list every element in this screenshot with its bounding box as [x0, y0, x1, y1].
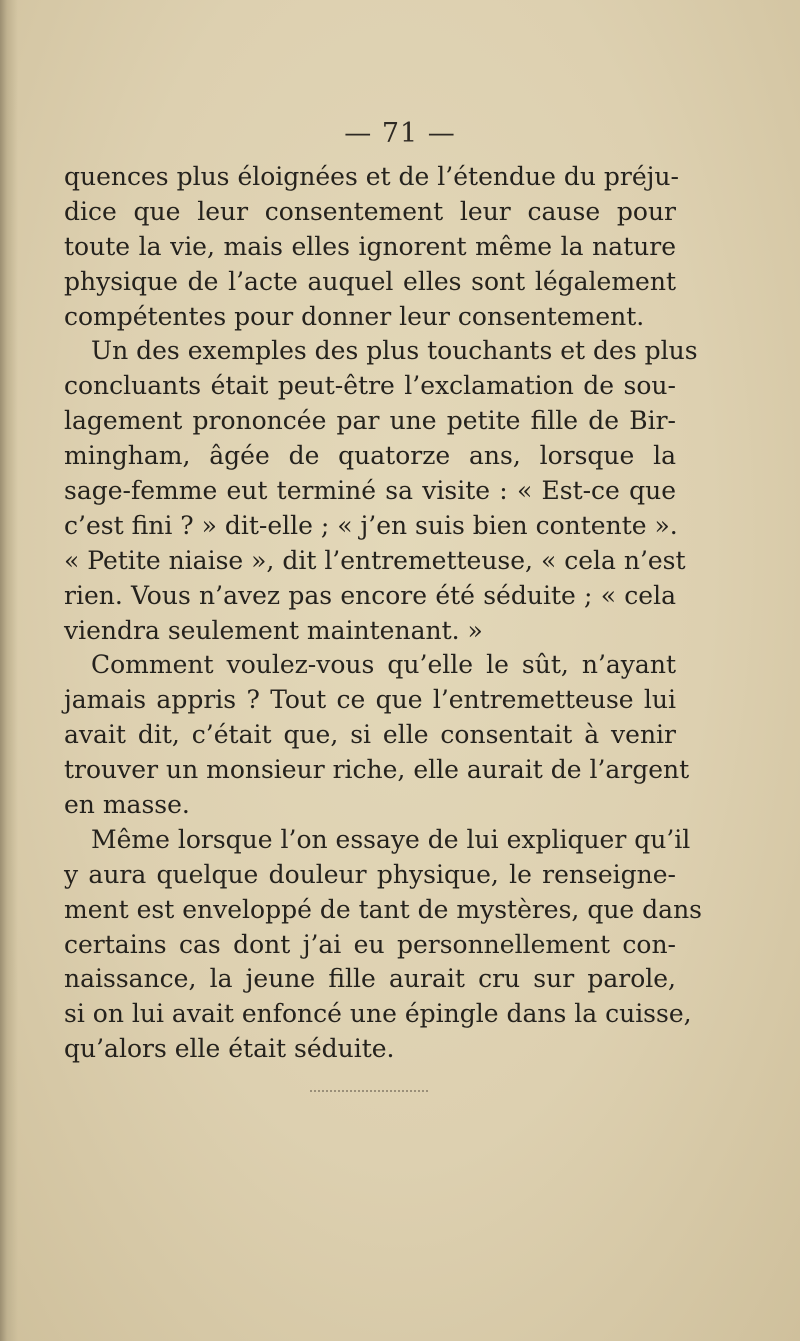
text-line: mingham, âgée de quatorze ans, lorsque la	[64, 441, 676, 471]
text-line: rien. Vous n’avez pas encore été séduite ; « cela	[64, 580, 676, 610]
body-text	[64, 160, 703, 1067]
end-of-chapter-rule	[310, 1090, 428, 1102]
page-edge-shadow	[0, 0, 18, 1341]
text-line: trouver un monsieur riche, elle aurait de l’argent	[64, 755, 690, 785]
text-line: si on lui avait enfoncé une épingle dans la cuisse,	[64, 999, 692, 1029]
text-line: c’est fini ? » dit-elle ; « j’en suis bien contente ».	[64, 510, 678, 540]
text-line: en masse.	[64, 790, 190, 820]
page-number: — 71 —	[344, 118, 456, 149]
text-line: dice que leur consentement leur cause pour	[64, 196, 676, 226]
text-line: certains cas dont j’ai eu personnellement con-	[64, 929, 676, 959]
text-line: physique de l’acte auquel elles sont légalement	[64, 266, 676, 296]
text-line: sage-femme eut terminé sa visite : « Est-ce que	[64, 476, 676, 506]
text-line: Même lorsque l’on essaye de lui expliquer qu’il	[91, 824, 691, 854]
text-line: viendra seulement maintenant. »	[64, 615, 483, 645]
text-line: « Petite niaise », dit l’entremetteuse, « cela n’est	[64, 545, 686, 575]
text-line: qu’alors elle était séduite.	[64, 1034, 395, 1064]
text-line: lagement prononcée par une petite fille de Bir-	[64, 406, 676, 436]
text-line: toute la vie, mais elles ignorent même la nature	[64, 231, 676, 261]
text-line: y aura quelque douleur physique, le renseigne-	[64, 859, 676, 889]
text-line: Comment voulez-vous qu’elle le sût, n’ayant	[91, 650, 676, 680]
text-line: jamais appris ? Tout ce que l’entremetteuse lui	[64, 685, 676, 715]
text-line: concluants était peut-être l’exclamation de sou-	[64, 371, 676, 401]
text-line: avait dit, c’était que, si elle consentait à venir	[64, 720, 676, 750]
text-line: Un des exemples des plus touchants et des plus	[91, 336, 698, 366]
text-line: quences plus éloignées et de l’étendue du préju-	[64, 162, 679, 191]
text-line: ment est enveloppé de tant de mystères, que dans	[64, 894, 703, 924]
text-line: compétentes pour donner leur consentement.	[64, 301, 645, 331]
text-line: naissance, la jeune fille aurait cru sur parole,	[64, 964, 676, 994]
